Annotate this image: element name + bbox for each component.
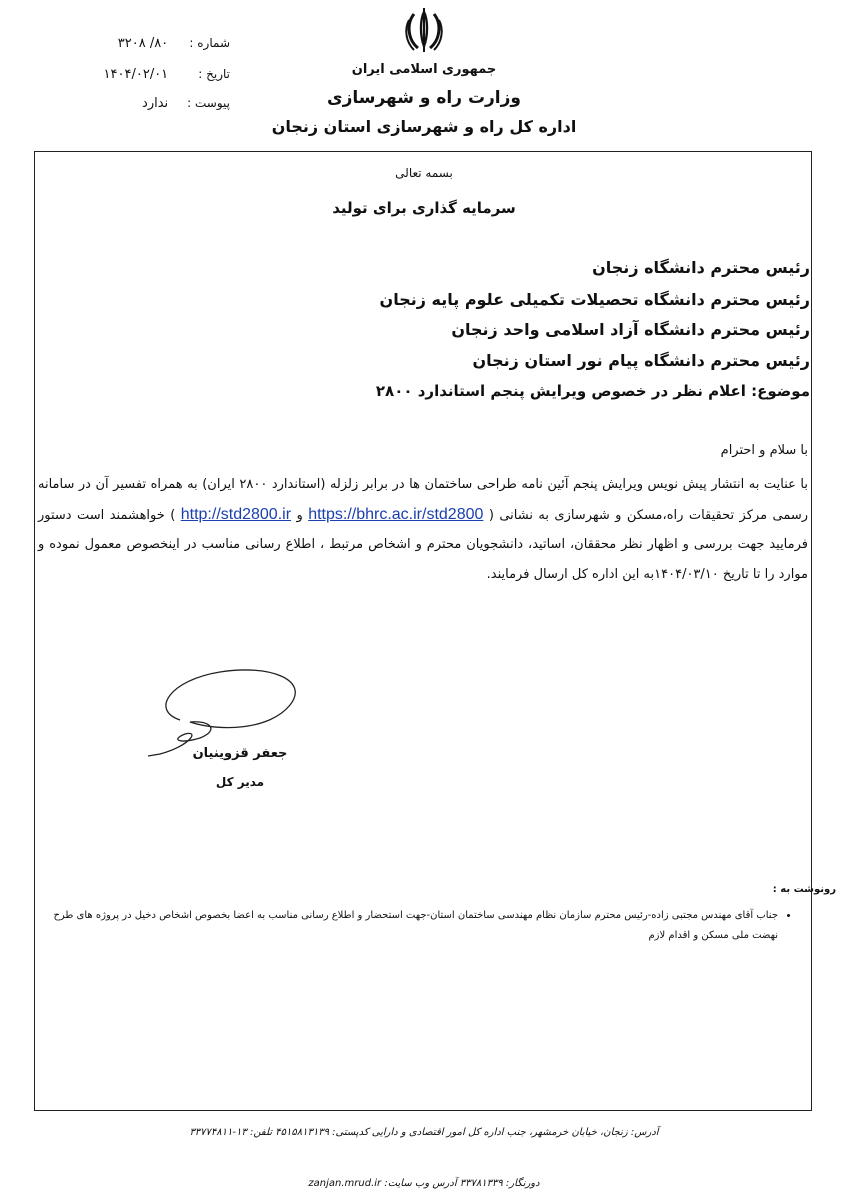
cc-list <box>40 906 796 946</box>
letter-number-label: شماره : <box>189 36 230 50</box>
letter-date-label: تاریخ : <box>198 67 230 81</box>
letter-body <box>38 470 808 589</box>
handwritten-signature <box>140 660 310 760</box>
footer-website: دورنگار: ۳۳۷۸۱۳۳۹ آدرس وب سایت: zanjan.mrud.ir <box>308 1178 540 1189</box>
letter-subject: موضوع: اعلام نظر در خصوص ویرایش پنجم استاندارد ۲۸۰۰ <box>375 382 810 400</box>
header-department: اداره کل راه و شهرسازی استان زنجان <box>271 117 577 136</box>
footer-address: آدرس: زنجان، خیابان خرمشهر، جنب اداره کل امور اقتصادی و دارایی کدپستی: ۴۵۱۵۸۱۳۱۳۹ تلفن: ۱۳-۳۳۷۷۴۸۱۱ <box>189 1127 659 1138</box>
letter-attachment-label: پیوست : <box>187 96 230 110</box>
letter-number-value: ۸۰/ ۳۲۰۸ <box>117 36 169 51</box>
recipient-line: رئیس محترم دانشگاه تحصیلات تکمیلی علوم پایه زنجان <box>379 290 810 309</box>
recipient-line: رئیس محترم دانشگاه آزاد اسلامی واحد زنجان <box>451 320 810 339</box>
signer-title: مدیر کل <box>215 775 265 789</box>
body-text-part2: ) خواهشمند است دستور فرمایید جهت بررسی و اظهار نظر محققان، اساتید، دانشجویان محترم و اشخاص مرتبط ، اطلاع رسانی مناسب در اینخصوص معمول نموده و موارد را تا تاریخ ۱۴۰۴/۰۳/۱۰به این اداره کل ارسال فرمایند. <box>38 507 808 582</box>
iran-emblem-icon <box>400 6 448 56</box>
link-std2800[interactable]: http://std2800.ir <box>180 505 292 523</box>
year-slogan: سرمایه گذاری برای تولید <box>332 199 516 217</box>
signer-name: جعفر قزوینیان <box>192 746 288 761</box>
header-country: جمهوری اسلامی ایران <box>351 62 497 77</box>
body-text-part1: با عنایت به انتشار پیش نویس ویرایش پنجم آئین نامه طراحی ساختمان ها در برابر زلزله (استاندارد ۲۸۰۰ ایران) به همراه تفسیر آن در سامانه رسمی مرکز تحقیقات راه،مسکن و شهرسازی به نشانی ( <box>38 477 809 523</box>
letter-attachment-row <box>30 96 230 111</box>
letter-date-row <box>30 67 230 82</box>
recipient-line: رئیس محترم دانشگاه زنجان <box>592 258 810 277</box>
letter-attachment-value: ندارد <box>142 96 169 111</box>
body-and: و <box>296 507 303 523</box>
cc-heading: رونوشت به : <box>772 884 836 895</box>
link-bhrc[interactable]: https://bhrc.ac.ir/std2800 <box>308 505 484 523</box>
letter-number-row <box>30 36 230 51</box>
header-ministry: وزارت راه و شهرسازی <box>326 88 521 108</box>
cc-item: • جناب آقای مهندس مجتبی زاده-رئیس محترم سازمان نظام مهندسی ساختمان استان-جهت استحضار و اطلاع رسانی مناسب به اعضا بخصوص اشخاص دخیل در پروژه های طرح نهضت ملی مسکن و اقدام لازم <box>40 906 778 946</box>
bismillah: بسمه تعالی <box>395 166 453 180</box>
letter-date-value: ۱۴۰۴/۰۲/۰۱ <box>103 67 169 82</box>
recipient-line: رئیس محترم دانشگاه پیام نور استان زنجان <box>472 351 810 370</box>
greeting: با سلام و احترام <box>720 443 808 458</box>
